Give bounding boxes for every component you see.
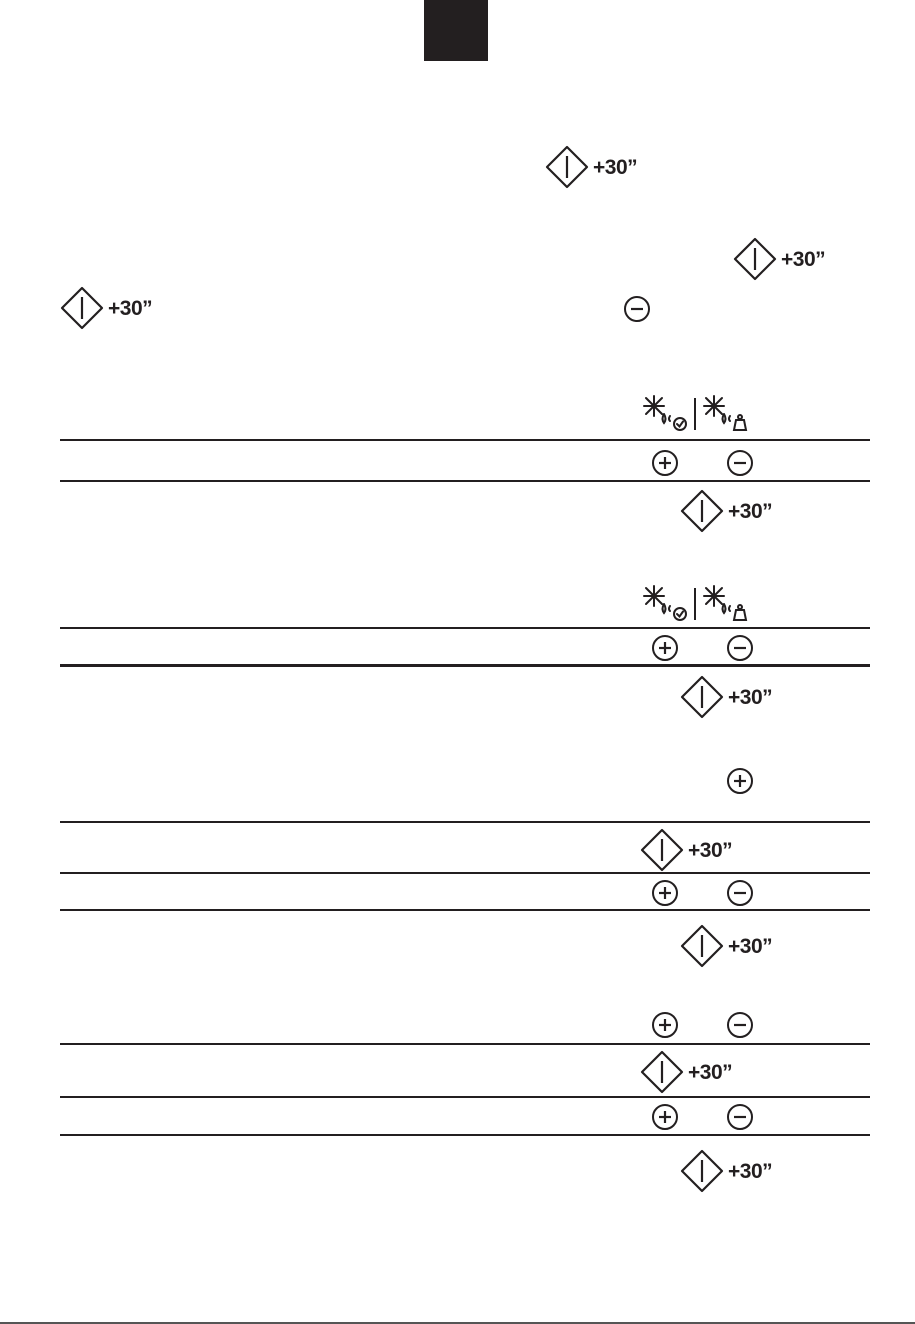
defrost-by-weight-icon[interactable] <box>700 582 750 622</box>
page-section-tab <box>424 0 488 61</box>
start-button-label: +30” <box>728 1159 773 1183</box>
start-plus30-button[interactable] <box>545 145 637 189</box>
plus-button[interactable] <box>651 634 679 662</box>
defrost-by-weight-icon[interactable] <box>700 392 750 432</box>
start-button-label: +30” <box>108 296 153 320</box>
start-button-label: +30” <box>728 499 773 523</box>
start-plus30-button[interactable] <box>733 237 825 281</box>
defrost-buttons <box>640 582 750 622</box>
start-button-label: +30” <box>688 838 733 862</box>
start-diamond-icon <box>680 489 724 533</box>
section-divider <box>60 821 870 823</box>
start-diamond-icon <box>545 145 589 189</box>
minus-circle-icon <box>623 295 651 323</box>
start-diamond-icon <box>680 1149 724 1193</box>
start-button-label: +30” <box>728 685 773 709</box>
plus-button[interactable] <box>651 879 679 907</box>
defrost-divider <box>690 392 700 432</box>
start-diamond-icon <box>680 675 724 719</box>
plus-button[interactable] <box>726 767 754 795</box>
start-button-label: +30” <box>688 1060 733 1084</box>
start-button-label: +30” <box>728 934 773 958</box>
minus-button[interactable] <box>726 1103 754 1131</box>
minus-circle-icon <box>726 1011 754 1039</box>
minus-button[interactable] <box>726 449 754 477</box>
start-plus30-button[interactable] <box>680 1149 772 1193</box>
defrost-by-time-icon[interactable] <box>640 582 690 622</box>
plus-circle-icon <box>651 1103 679 1131</box>
minus-circle-icon <box>726 634 754 662</box>
start-plus30-button[interactable] <box>640 1050 732 1094</box>
section-divider <box>60 627 870 629</box>
start-button-label: +30” <box>593 155 638 179</box>
minus-button[interactable] <box>623 295 651 323</box>
defrost-by-time-icon[interactable] <box>640 392 690 432</box>
minus-circle-icon <box>726 1103 754 1131</box>
minus-button[interactable] <box>726 879 754 907</box>
section-divider <box>60 872 870 874</box>
section-divider <box>60 1134 870 1136</box>
start-plus30-button[interactable] <box>680 675 772 719</box>
minus-button[interactable] <box>726 634 754 662</box>
plus-circle-icon <box>651 449 679 477</box>
section-divider <box>60 909 870 911</box>
plus-circle-icon <box>651 1011 679 1039</box>
section-divider <box>60 480 870 482</box>
start-plus30-button[interactable] <box>640 828 732 872</box>
plus-button[interactable] <box>651 449 679 477</box>
minus-circle-icon <box>726 449 754 477</box>
start-diamond-icon <box>640 1050 684 1094</box>
minus-button[interactable] <box>726 1011 754 1039</box>
defrost-buttons <box>640 392 750 432</box>
start-diamond-icon <box>640 828 684 872</box>
section-divider <box>60 1096 870 1098</box>
minus-circle-icon <box>726 879 754 907</box>
section-divider <box>60 439 870 441</box>
start-plus30-button[interactable] <box>60 286 152 330</box>
section-divider <box>60 664 870 667</box>
section-divider <box>60 1043 870 1045</box>
defrost-divider <box>690 582 700 622</box>
start-button-label: +30” <box>781 247 826 271</box>
start-diamond-icon <box>60 286 104 330</box>
plus-circle-icon <box>651 634 679 662</box>
plus-button[interactable] <box>651 1011 679 1039</box>
start-plus30-button[interactable] <box>680 924 772 968</box>
start-diamond-icon <box>733 237 777 281</box>
plus-circle-icon <box>726 767 754 795</box>
start-plus30-button[interactable] <box>680 489 772 533</box>
plus-button[interactable] <box>651 1103 679 1131</box>
start-diamond-icon <box>680 924 724 968</box>
plus-circle-icon <box>651 879 679 907</box>
